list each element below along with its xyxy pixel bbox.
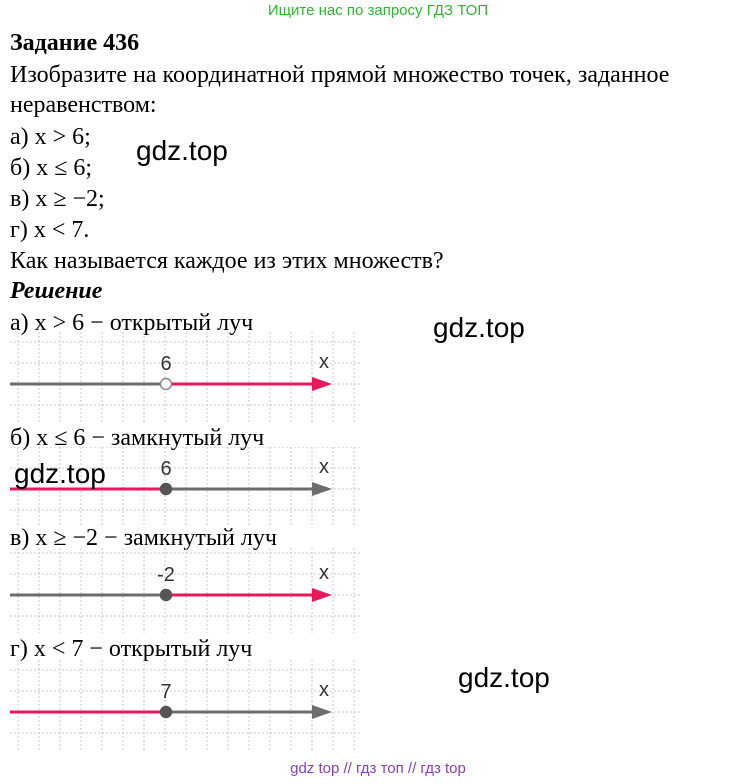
number-line-d [10,660,360,750]
site-banner: Ищите нас по запросу ГДЗ ТОП [267,2,489,19]
point-label: 7 [160,681,172,703]
watermark-2: gdz.top [433,312,525,343]
boundary-point [161,379,172,390]
axis-arrow [312,705,332,719]
axis-label: x [319,351,329,373]
axis-arrow [312,588,332,602]
task-question: Как называется каждое из этих множеств? [10,248,444,274]
solution-caption-a: а) x > 6 − открытый луч [10,310,254,336]
task-item-d: г) x < 7. [10,217,90,243]
axis-label: x [319,679,329,701]
solution-heading: Решение [10,278,103,304]
point-label: -2 [157,564,175,586]
axis-arrow [312,377,332,391]
task-title: Задание 436 [10,30,140,56]
task-prompt-line2: неравенством: [10,92,157,118]
task-item-a: а) x > 6; [10,124,91,150]
watermark-1: gdz.top [136,135,228,166]
number-line-c [10,548,360,633]
boundary-point [161,590,172,601]
task-item-b: б) x ≤ 6; [10,155,93,181]
axis-label: x [319,562,329,584]
solution-caption-b: б) x ≤ 6 − замкнутый луч [10,425,265,451]
solution-caption-c: в) x ≥ −2 − замкнутый луч [10,525,277,551]
axis-arrow [312,482,332,496]
boundary-point [161,707,172,718]
point-label: 6 [160,353,172,375]
solution-caption-d: г) x < 7 − открытый луч [10,636,253,662]
axis-label: x [319,456,329,478]
task-prompt-line1: Изобразите на координатной прямой множество точек, заданное [10,62,670,88]
site-footer: gdz top // гдз топ // гдз top [290,760,466,777]
task-item-c: в) x ≥ −2; [10,186,105,212]
watermark-3: gdz.top [14,458,106,489]
boundary-point [161,484,172,495]
point-label: 6 [160,458,172,480]
watermark-4: gdz.top [458,662,550,693]
number-line-a [10,332,360,422]
